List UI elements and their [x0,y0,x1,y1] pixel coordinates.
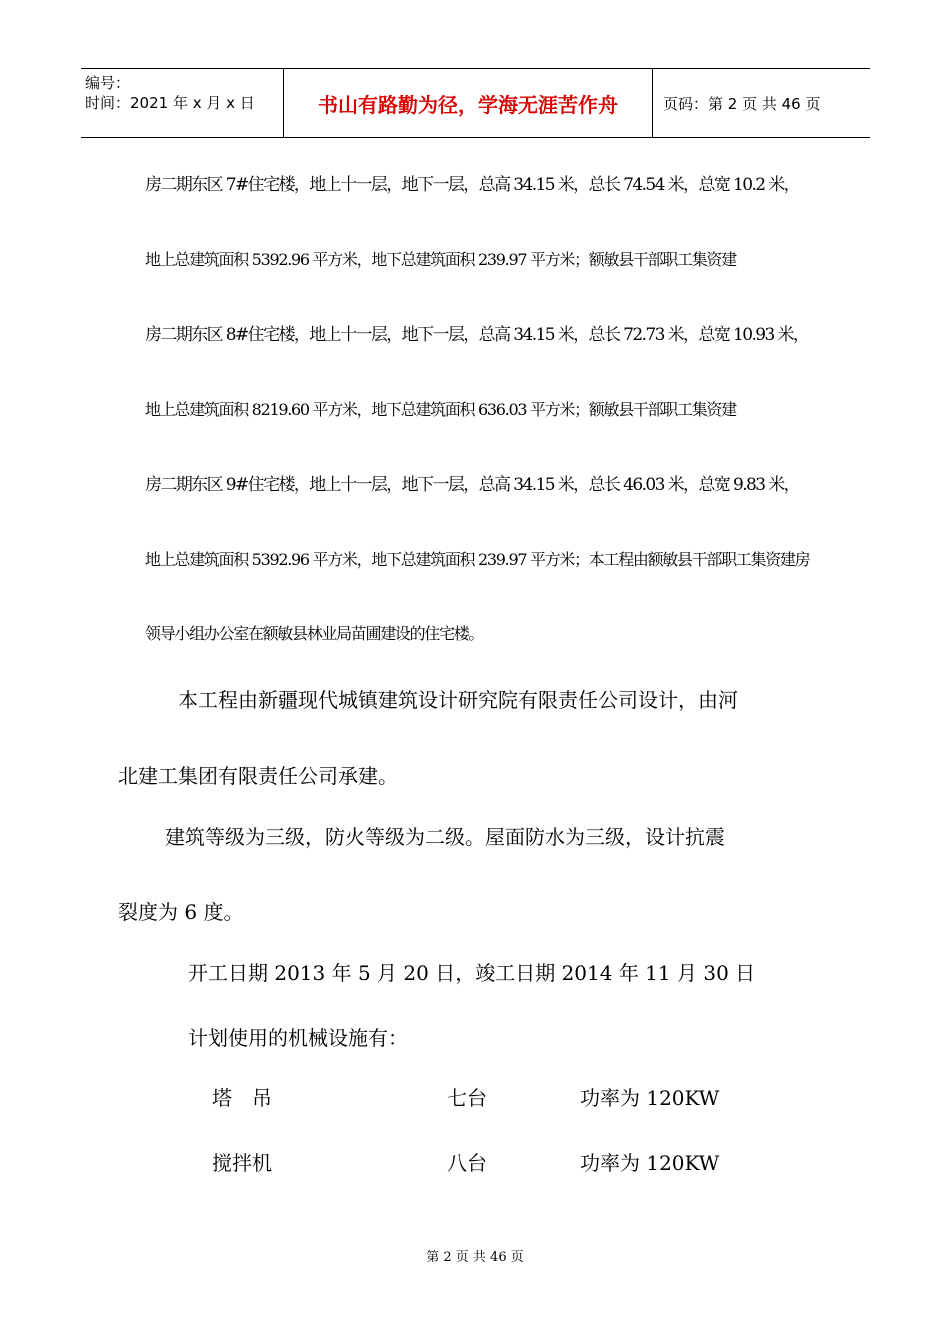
equipment-name: 塔 吊 [212,1086,272,1110]
body-line-12: 开工日期 2013 年 5 月 20 日，竣工日期 2014 年 11 月 30 日 [188,961,756,985]
body-line-11: 裂度为 6 度。 [118,900,244,924]
equipment-count: 七台 [447,1086,487,1110]
body-line-1: 房二期东区 7#住宅楼，地上十一层，地下一层，总高 34.15 米，总长 74.54 米，总宽 10.2 米， [145,175,800,195]
equipment-name: 搅拌机 [212,1151,272,1175]
header-meta [81,69,283,137]
equipment-power: 功率为 120KW [580,1086,720,1110]
equipment-power: 功率为 120KW [580,1151,720,1175]
body-line-9: 北建工集团有限责任公司承建。 [118,764,398,788]
code-label: 编号： [85,74,131,92]
body-line-7: 领导小组办公室在额敏县林业局苗圃建设的住宅楼。 [145,624,484,643]
header-page-number: 页码：第 2 页 共 46 页 [663,94,821,113]
equipment-count: 八台 [447,1151,487,1175]
header-motto: 书山有路勤为径，学海无涯苦作舟 [283,69,653,137]
time-label: 时间：2021 年 x 月 x 日 [85,94,255,112]
body-line-8: 本工程由新疆现代城镇建筑设计研究院有限责任公司设计，由河 [178,688,738,712]
body-line-10: 建筑等级为三级，防火等级为二级。屋面防水为三级，设计抗震 [165,825,725,849]
body-line-3: 房二期东区 8#住宅楼，地上十一层，地下一层，总高 34.15 米，总长 72.73 米，总宽 10.93 米， [145,325,809,345]
page-header [81,68,870,138]
page-footer: 第 2 页 共 46 页 [426,1250,524,1265]
body-line-5: 房二期东区 9#住宅楼，地上十一层，地下一层，总高 34.15 米，总长 46.03 米，总宽 9.83 米， [145,475,800,495]
body-line-2: 地上总建筑面积 5392.96 平方米，地下总建筑面积 239.97 平方米；额敏县干部职工集资建 [145,250,736,269]
body-line-6: 地上总建筑面积 5392.96 平方米，地下总建筑面积 239.97 平方米；本工程由额敏县干部职工集资建房 [145,550,810,569]
body-line-13: 计划使用的机械设施有： [188,1026,408,1050]
body-line-4: 地上总建筑面积 8219.60 平方米，地下总建筑面积 636.03 平方米；额敏县干部职工集资建 [145,400,736,419]
